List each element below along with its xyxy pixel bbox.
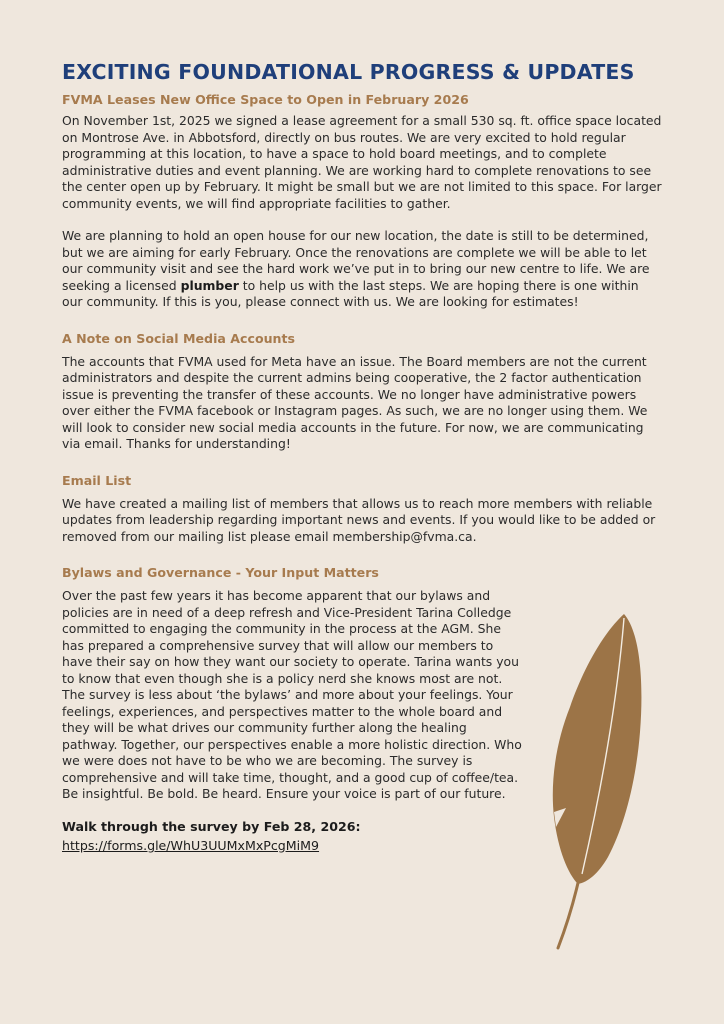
email-section xyxy=(62,471,662,546)
social-paragraph: The accounts that FVMA used for Meta have an issue. The Board members are not the current administrators and despite the current admins being cooperative, the 2 factor authentication issue is preventing the transfer of these accounts. We no longer have administrative powers over either the FVMA facebook or Instagram pages. As such, we are no longer using them. We will look to consider new social media accounts in the future. For now, we are communicating via email. Thanks for understanding! xyxy=(62,353,648,451)
office-section xyxy=(62,90,662,311)
bylaws-paragraph: Over the past few years it has become apparent that our bylaws and policies are in need of a deep refresh and Vice-President Tarina Colledge committed to engaging the community in the process at the AGM. She has prepared a comprehensive survey that will allow our members to have their say on how they want our society to operate. Tarina wants you to know that even though she is a policy nerd she knows most are not. The survey is less about ‘the bylaws’ and more about your feelings. Your feelings, experiences, and perspectives matter to the whole board and they will be what drives our community further along the healing pathway. Together, our perspectives enable a more holistic direction. Who we were does not have to be who we are becoming. The survey is comprehensive and will take time, thought, and a good cup of coffee/tea. Be insightful. Be bold. Be heard. Ensure your voice is part of our future. xyxy=(62,588,522,801)
feather-icon xyxy=(548,612,648,952)
feather-quill xyxy=(558,874,580,948)
office-paragraph-2-start: We are planning to hold an open house for our new location, the date is still to be determined, but we are aiming for early February. Once the renovations are complete we will be able to let our community visit and see the hard work we’ve put in to bring our new centre to life. We are seeking a licensed xyxy=(62,228,650,293)
office-paragraph-2-end: to help us with the last steps. We are hoping there is one within our community. If this is you, please connect with us. We are looking for estimates! xyxy=(62,277,639,309)
page-title: EXCITING FOUNDATIONAL PROGRESS & UPDATES xyxy=(62,60,635,84)
bylaws-heading: Bylaws and Governance - Your Input Matters xyxy=(62,565,379,580)
email-paragraph: We have created a mailing list of members that allows us to reach more members with reliable updates from leadership regarding important news and events. If you would like to be added or removed from our mailing list please email membership@fvma.ca. xyxy=(62,495,656,544)
office-heading: FVMA Leases New Office Space to Open in February 2026 xyxy=(62,92,469,107)
survey-deadline: Walk through the survey by Feb 28, 2026: xyxy=(62,818,361,834)
social-section xyxy=(62,329,662,453)
office-paragraph-2 xyxy=(62,228,662,311)
feather-vane xyxy=(553,614,642,884)
office-paragraph-1: On November 1st, 2025 we signed a lease agreement for a small 530 sq. ft. office space located on Montrose Ave. in Abbotsford, directly on bus routes. We are very excited to hold regular programming at this location, to have a space to hold board meetings, and to complete administrative duties and event planning. We are working hard to complete renovations to see the center open up by February. It might be small but we are not limited to this space. For larger community events, we will find appropriate facilities to gather. xyxy=(62,113,662,211)
social-heading: A Note on Social Media Accounts xyxy=(62,330,296,346)
email-heading: Email List xyxy=(62,472,132,488)
plumber-emphasis: plumber xyxy=(180,277,239,293)
survey-link[interactable]: https://forms.gle/WhU3UUMxMxPcgMiM9 xyxy=(62,838,320,853)
